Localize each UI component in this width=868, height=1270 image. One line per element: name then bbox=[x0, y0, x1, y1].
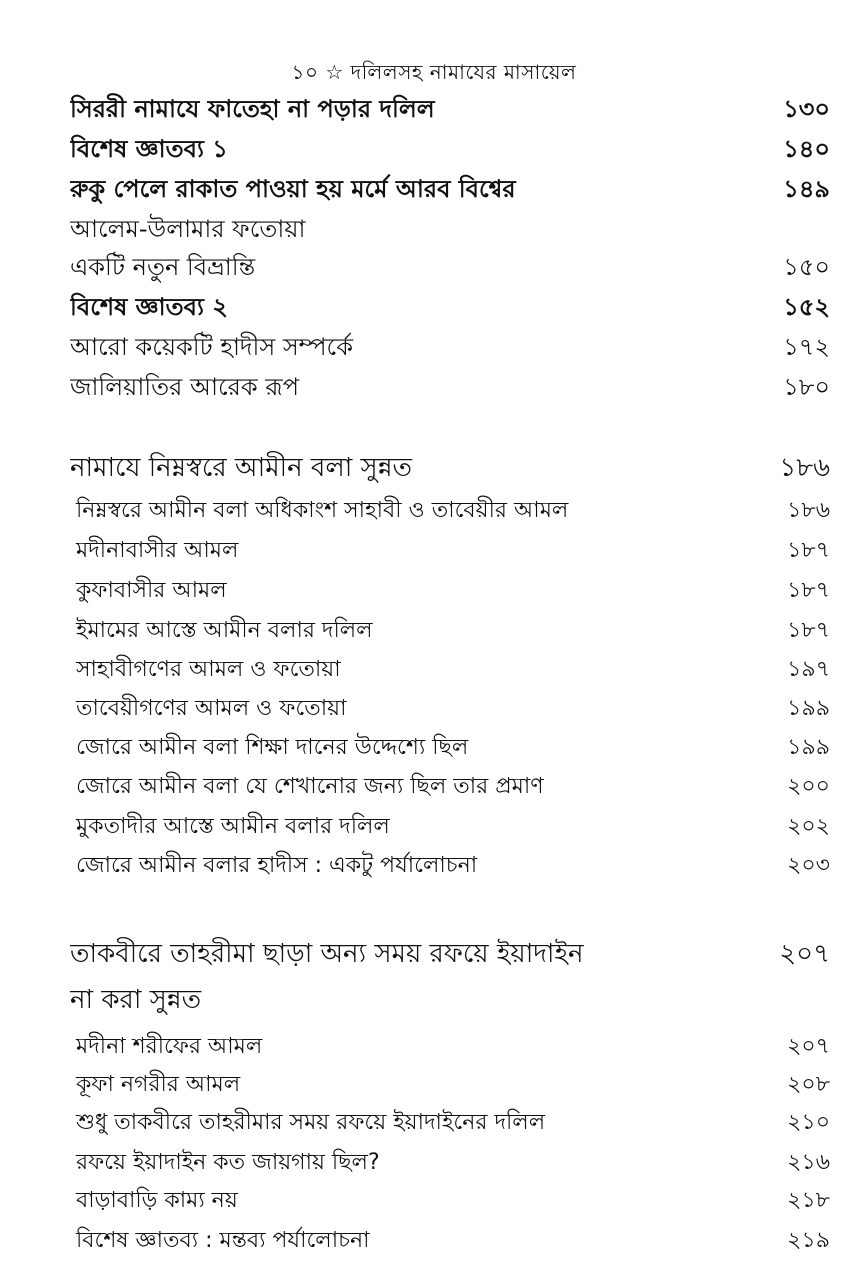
toc-entry bbox=[70, 692, 830, 726]
toc-entry-page: ২০৭ bbox=[779, 939, 830, 969]
toc-entry-title: শুধু তাকবীরে তাহরীমার সময় রফয়ে ইয়াদাইনের দলিল bbox=[76, 1109, 546, 1135]
toc-entry-title: তাকবীরে তাহরীমা ছাড়া অন্য সময় রফয়ে ইয়াদাইন bbox=[70, 939, 584, 969]
toc-entry-title: তাবেয়ীগণের আমল ও ফতোয়া bbox=[76, 695, 347, 721]
toc-entry-title: ইমামের আস্তে আমীন বলার দলিল bbox=[76, 617, 373, 643]
toc-entry bbox=[70, 252, 830, 286]
toc-entry bbox=[70, 770, 830, 804]
toc-entry bbox=[70, 1106, 830, 1140]
toc-entry-title: জালিয়াতির আরেক রূপ bbox=[70, 373, 300, 401]
toc-entry-title: নামাযে নিম্নস্বরে আমীন বলা সুন্নত bbox=[70, 453, 413, 483]
toc-entry-title: জোরে আমীন বলার হাদীস : একটু পর্যালোচনা bbox=[76, 852, 478, 878]
toc-section-heading-continued bbox=[70, 984, 830, 1018]
toc-entry-page: ২০৩ bbox=[787, 852, 830, 878]
toc-entry-title: মদীনা শরীফের আমল bbox=[76, 1033, 263, 1059]
toc-entry-page: ১৮৭ bbox=[787, 617, 830, 643]
toc-entry-page: ১৮৬ bbox=[779, 453, 830, 483]
toc-entry-page: ২১৮ bbox=[787, 1187, 830, 1213]
toc-entry-title: নিম্নস্বরে আমীন বলা অধিকাংশ সাহাবী ও তাবেয়ীর আমল bbox=[76, 497, 569, 523]
toc-entry-page: ২০২ bbox=[787, 813, 830, 839]
toc-entry-page: ২১৬ bbox=[787, 1149, 830, 1175]
toc-entry-title: রফয়ে ইয়াদাইন কত জায়গায় ছিল? bbox=[76, 1149, 380, 1175]
toc-entry bbox=[70, 614, 830, 648]
toc-entry-title: না করা সুন্নত bbox=[70, 985, 202, 1015]
toc-entry-page: ১৫০ bbox=[783, 253, 830, 281]
toc-entry-title: সাহাবীগণের আমল ও ফতোয়া bbox=[76, 656, 341, 682]
toc-entry bbox=[70, 174, 830, 208]
toc-entry bbox=[70, 332, 830, 366]
toc-entry-title: আলেম-উলামার ফতোয়া bbox=[70, 215, 306, 243]
toc-entry-title: জোরে আমীন বলা যে শেখানোর জন্য ছিল তার প্রমাণ bbox=[76, 773, 544, 799]
toc-entry bbox=[70, 1184, 830, 1218]
toc-entry bbox=[70, 731, 830, 765]
toc-entry bbox=[70, 1030, 830, 1064]
toc-entry-page: ২০০ bbox=[787, 773, 830, 799]
toc-entry-title: আরো কয়েকটি হাদীস সম্পর্কে bbox=[70, 333, 353, 361]
toc-entry-page: ১৯৭ bbox=[787, 656, 830, 682]
toc-entry bbox=[70, 372, 830, 406]
toc-entry bbox=[70, 94, 830, 128]
toc-entry-title: বিশেষ জ্ঞাতব্য : মন্তব্য পর্যালোচনা bbox=[76, 1227, 370, 1253]
toc-entry-page: ২০৭ bbox=[787, 1033, 830, 1059]
toc-entry bbox=[70, 810, 830, 844]
toc-entry-page: ১৪০ bbox=[783, 135, 830, 163]
toc-entry bbox=[70, 574, 830, 608]
toc-entry-page: ২১৯ bbox=[787, 1227, 830, 1253]
toc-entry-page: ১৮৬ bbox=[787, 497, 830, 523]
toc-entry bbox=[70, 1068, 830, 1102]
toc-entry-page: ২১০ bbox=[787, 1109, 830, 1135]
toc-entry-page: ১৯৯ bbox=[787, 695, 830, 721]
toc-entry-page: ১৭২ bbox=[783, 333, 830, 361]
toc-entry-title: জোরে আমীন বলা শিক্ষা দানের উদ্দেশ্যে ছিল bbox=[76, 734, 469, 760]
toc-entry bbox=[70, 1224, 830, 1258]
running-header: ১০ ☆ দলিলসহ নামাযের মাসায়েল bbox=[291, 60, 577, 84]
toc-entry-continued bbox=[70, 214, 830, 248]
toc-entry-title: বিশেষ জ্ঞাতব্য ১ bbox=[70, 135, 228, 163]
toc-entry-page: ১৩০ bbox=[783, 95, 830, 123]
toc-entry-page: ২০৮ bbox=[787, 1071, 830, 1097]
toc-entry-page: ১৫২ bbox=[783, 293, 830, 321]
toc-entry-title: একটি নতুন বিভ্রান্তি bbox=[70, 253, 256, 281]
toc-entry-page: ১৪৯ bbox=[783, 175, 830, 203]
toc-entry-page: ১৮৭ bbox=[787, 537, 830, 563]
toc-entry-title: মুকতাদীর আস্তে আমীন বলার দলিল bbox=[76, 813, 390, 839]
toc-entry-title: বিশেষ জ্ঞাতব্য ২ bbox=[70, 293, 228, 321]
toc-section-heading bbox=[70, 452, 830, 486]
toc-entry-page: ১৮০ bbox=[783, 373, 830, 401]
toc-entry-title: সিররী নামাযে ফাতেহা না পড়ার দলিল bbox=[70, 95, 435, 123]
toc-entry bbox=[70, 1146, 830, 1180]
toc-entry bbox=[70, 494, 830, 528]
toc-entry-title: কুফাবাসীর আমল bbox=[76, 577, 227, 603]
toc-entry-title: মদীনাবাসীর আমল bbox=[76, 537, 239, 563]
toc-entry bbox=[70, 134, 830, 168]
toc-entry-title: বাড়াবাড়ি কাম্য নয় bbox=[76, 1187, 238, 1213]
toc-section-heading bbox=[70, 938, 830, 972]
toc-entry bbox=[70, 534, 830, 568]
toc-entry bbox=[70, 653, 830, 687]
toc-entry-page: ১৮৭ bbox=[787, 577, 830, 603]
toc-entry-title: রুকু পেলে রাকাত পাওয়া হয় মর্মে আরব বিশ্বের bbox=[70, 175, 516, 203]
toc-entry bbox=[70, 849, 830, 883]
toc-entry bbox=[70, 292, 830, 326]
toc-entry-page: ১৯৯ bbox=[787, 734, 830, 760]
toc-entry-title: কূফা নগরীর আমল bbox=[76, 1071, 241, 1097]
